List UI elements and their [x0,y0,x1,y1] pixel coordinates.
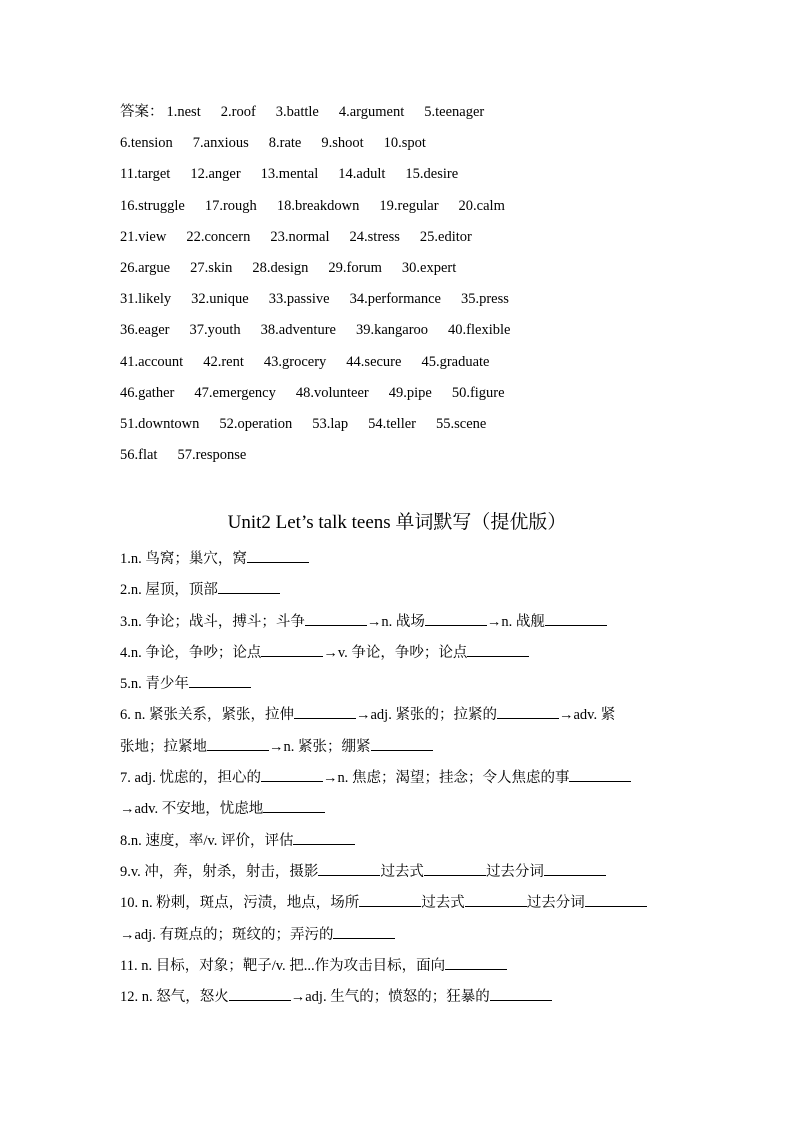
answer-key [120,100,530,474]
answer-item: 14.adult [338,166,386,183]
answer-blank[interactable] [359,890,421,907]
answer-item: 52.operation [219,415,293,432]
question-text: 过去式 [380,863,424,880]
question-text: 过去式 [421,895,465,912]
answer-item: 13.mental [260,166,319,183]
answer-line [120,443,530,474]
answer-blank[interactable] [207,734,269,751]
answer-item: 53.lap [312,415,349,432]
question-line [120,984,676,1015]
question-text: →adj. 有斑点的；斑纹的；弄污的 [120,926,334,943]
answer-blank[interactable] [467,640,529,657]
answer-item: 36.eager [120,322,170,339]
answer-blank[interactable] [293,828,355,845]
answer-blank[interactable] [465,890,527,907]
question-line [120,828,676,859]
answer-blank[interactable] [189,671,251,688]
question-text: 7. adj. 忧虑的，担心的 [120,770,261,787]
answer-item: 49.pipe [388,384,432,401]
answer-blank[interactable] [585,890,647,907]
answer-line [120,412,530,443]
answer-line [120,256,530,287]
question-text: 5.n. 青少年 [120,676,189,693]
answer-item: 18.breakdown [276,197,360,214]
answer-item: 48.volunteer [295,384,369,401]
answer-item: 12.anger [190,166,241,183]
answer-item: 17.rough [204,197,257,214]
answer-item: 42.rent [203,353,244,370]
answer-blank[interactable] [261,640,323,657]
answer-item: 4.argument [338,104,405,120]
answer-item: 24.stress [349,228,400,245]
answer-blank[interactable] [261,765,323,782]
answer-item: 22.concern [186,228,251,245]
answer-line [120,287,530,318]
answer-item: 37.youth [189,322,241,339]
answer-item: 8.rate [268,135,302,152]
answer-blank[interactable] [569,765,631,782]
question-text: 8.n. 速度，率/v. 评价，评估 [120,832,294,849]
answer-item: 20.calm [458,197,505,214]
question-text: 6. n. 紧张关系，紧张，拉伸 [120,707,294,724]
answer-item: 33.passive [268,291,330,308]
question-list [120,546,676,1015]
question-line [120,953,676,984]
answer-blank[interactable] [318,859,380,876]
answer-item: 51.downtown [120,415,200,432]
answer-item: 41.account [120,353,184,370]
question-line [120,734,676,765]
question-text: →adj. 紧张的；拉紧的 [356,707,497,724]
answer-item: 47.emergency [194,384,276,401]
answer-item: 23.normal [270,228,330,245]
answer-item: 6.tension [120,135,173,152]
answer-item: 5.teenager [424,104,485,120]
answer-blank[interactable] [294,702,356,719]
answer-blank[interactable] [305,609,367,626]
question-line [120,765,676,796]
question-text: 4.n. 争论，争吵；论点 [120,644,262,661]
question-text: 10. n. 粉刺，斑点，污渍，地点，场所 [120,895,360,912]
answer-blank[interactable] [263,796,325,813]
answer-item: 50.figure [451,384,505,401]
question-text: →n. 紧张；绷紧 [269,738,371,755]
answer-item: 11.target [120,166,171,183]
answer-item: 3.battle [275,104,319,120]
answer-item: 34.performance [349,291,441,308]
answer-item: 54.teller [368,415,417,432]
answer-item: 40.flexible [448,322,511,339]
answer-blank[interactable] [545,609,607,626]
question-text: 1.n. 鸟窝；巢穴，窝 [120,551,247,567]
question-text: →n. 焦虑；渴望；挂念；令人焦虑的事 [322,770,570,787]
answer-blank[interactable] [229,984,291,1001]
answer-blank[interactable] [424,859,486,876]
answer-line [120,162,530,193]
answer-item: 1.nest [166,104,201,120]
question-line [120,671,676,702]
answer-item: 56.flat [120,447,158,464]
answer-item: 45.graduate [421,353,490,370]
answer-item: 35.press [460,291,509,308]
answer-line [120,194,530,225]
answer-item: 2.roof [220,104,256,120]
answer-item: 44.secure [346,353,402,370]
question-line [120,577,676,608]
answer-line [120,381,530,412]
answer-item: 39.kangaroo [355,322,429,339]
answer-item: 26.argue [120,259,171,276]
answer-item: 38.adventure [260,322,336,339]
answer-item: 30.expert [401,259,457,276]
answer-line [120,225,530,256]
answer-item: 25.editor [419,228,472,245]
answer-item: 46.gather [120,384,175,401]
answer-prefix: 答案： [120,104,164,120]
question-line [120,640,676,671]
answer-item: 9.shoot [321,135,364,152]
answer-blank[interactable] [490,984,552,1001]
question-line [120,890,676,921]
question-text: →adv. 不安地，忧虑地 [120,801,264,818]
answer-blank[interactable] [371,734,433,751]
answer-item: 29.forum [328,259,382,276]
question-text: 11. n. 目标，对象；靶子/v. 把...作为攻击目标，面向 [120,957,446,974]
answer-blank[interactable] [544,859,606,876]
answer-blank[interactable] [425,609,487,626]
section-title: Unit2 Let’s talk teens 单词默写（提优版） [227,512,567,533]
question-line [120,609,676,640]
question-text: 过去分词 [485,863,544,880]
answer-blank[interactable] [445,953,507,970]
question-text: →n. 战场 [366,613,425,630]
question-text: →adv. 紧 [558,707,616,724]
question-text: 过去分词 [526,895,585,912]
question-text: 张地；拉紧地 [120,738,207,755]
question-line [120,796,676,827]
question-line [120,702,676,733]
question-line [120,922,676,953]
answer-item: 32.unique [191,291,249,308]
answer-item: 31.likely [120,291,172,308]
answer-item: 43.grocery [263,353,327,370]
answer-blank[interactable] [247,546,309,563]
answer-item: 16.struggle [120,197,185,214]
question-text: 9.v. 冲，奔，射杀，射击，摄影 [120,863,319,880]
question-line [120,859,676,890]
question-text: 2.n. 屋顶，顶部 [120,582,218,599]
answer-line [120,318,530,349]
answer-line [120,131,530,162]
question-text: →n. 战舰 [486,613,545,630]
answer-line [120,350,530,381]
answer-blank[interactable] [497,702,559,719]
answer-item: 19.regular [379,197,439,214]
answer-item: 10.spot [383,135,426,152]
answer-item: 28.design [252,259,309,276]
answer-blank[interactable] [333,922,395,939]
question-text: 12. n. 怒气，怒火 [120,989,229,1006]
question-text: 3.n. 争论；战斗，搏斗；斗争 [120,613,305,630]
answer-item: 27.skin [190,259,233,276]
question-line [120,546,676,577]
question-text: →v. 争论，争吵；论点 [323,644,468,661]
answer-item: 55.scene [436,415,487,432]
answer-item: 7.anxious [192,135,249,152]
answer-item: 57.response [177,447,247,464]
answer-blank[interactable] [218,577,280,594]
answer-item: 21.view [120,228,167,245]
answer-line [120,100,530,131]
question-text: →adj. 生气的；愤怒的；狂暴的 [290,989,490,1006]
answer-item: 15.desire [405,166,459,183]
